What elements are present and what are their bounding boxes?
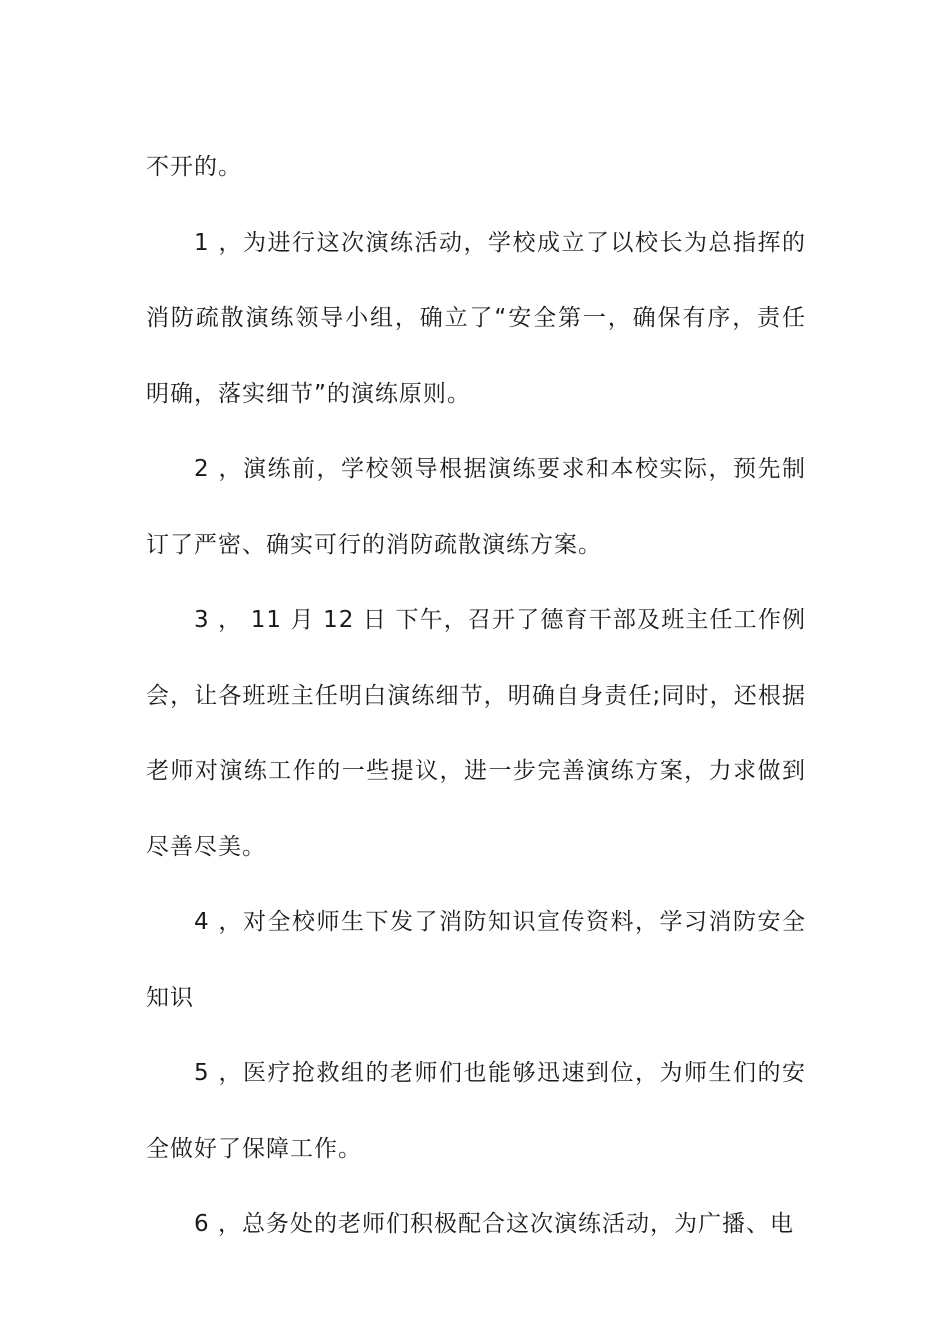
paragraph-3: 3 ， 11 月 12 日 下午，召开了德育干部及班主任工作例会，让各班班主任明白演练细节，明确自身责任;同时，还根据老师对演练工作的一些提议，进一步完善演练方案，力求做到尽善尽美。	[146, 607, 806, 860]
paragraph-6: 6 ，总务处的老师们积极配合这次演练活动，为广播、电	[194, 1211, 794, 1237]
paragraph-2: 2 ，演练前，学校领导根据演练要求和本校实际，预先制订了严密、确实可行的消防疏散演练方案。	[146, 456, 806, 558]
document-body	[146, 130, 806, 1263]
paragraph-0: 不开的。	[146, 154, 242, 180]
paragraph-4: 4 ，对全校师生下发了消防知识宣传资料，学习消防安全知识	[146, 909, 806, 1011]
paragraph-5: 5 ，医疗抢救组的老师们也能够迅速到位，为师生们的安全做好了保障工作。	[146, 1060, 806, 1162]
paragraph-1: 1 ，为进行这次演练活动，学校成立了以校长为总指挥的消防疏散演练领导小组，确立了“安全第一，确保有序，责任明确，落实细节”的演练原则。	[146, 229, 806, 407]
